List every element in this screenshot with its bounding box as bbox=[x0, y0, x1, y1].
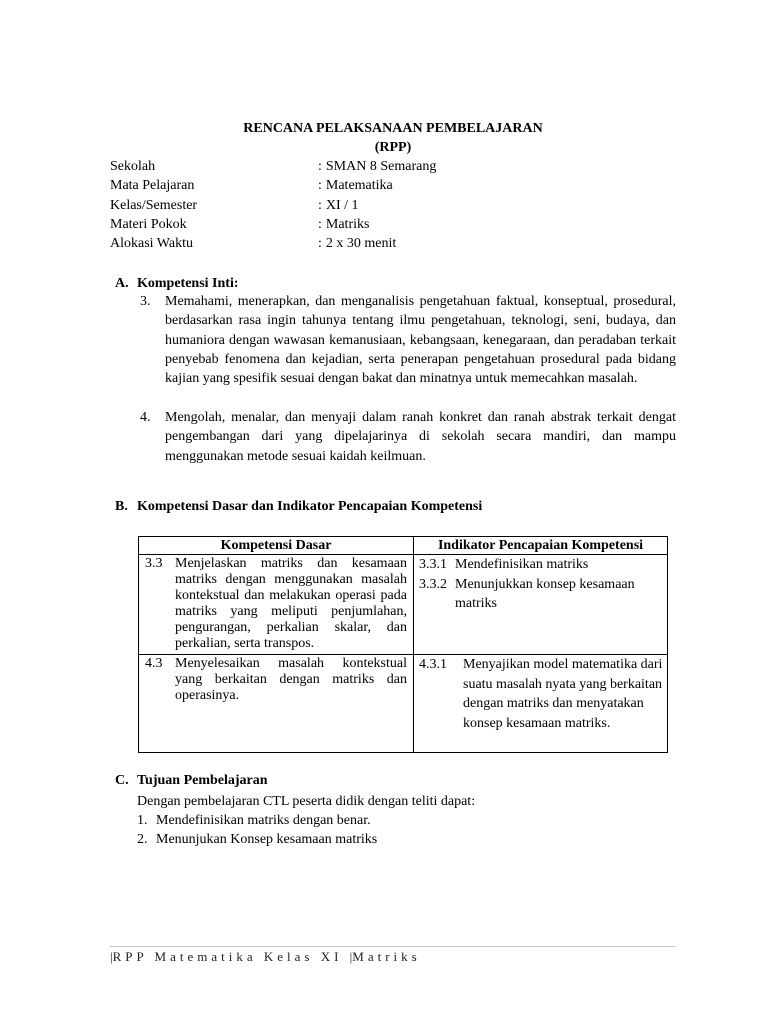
kd-cell bbox=[139, 655, 414, 753]
table-header-row bbox=[139, 537, 668, 555]
info-label: Kelas/Semester bbox=[110, 198, 198, 213]
indicator-item: 3.3.1 Mendefinisikan matriks bbox=[419, 557, 589, 572]
info-label: Sekolah bbox=[110, 159, 156, 174]
ki-item-number: 4. bbox=[140, 410, 151, 425]
competency-table bbox=[138, 536, 668, 753]
ki-item-text: Memahami, menerapkan, dan menganalisis pengetahuan faktual, konseptual, prosedural, berdasarkan rasa ingin tahunya tentang ilmu pengetahuan, teknologi, seni, budaya, dan humaniora dengan wawasan kemanusiaan, kebangsaan, kenegaraan, dan peradaban terkait penyebab fenomena dan kejadian, serta penerapan pengetahuan prosedural pada bidang kajian yang spesifik sesuai dengan bakat dan minatnya untuk memecahkan masalah. bbox=[165, 294, 676, 387]
section-c-heading: C. Tujuan Pembelajaran bbox=[115, 773, 268, 788]
table-header-kd: Kompetensi Dasar bbox=[139, 537, 414, 555]
info-value: : SMAN 8 Semarang bbox=[318, 159, 437, 174]
info-value: : XI / 1 bbox=[318, 198, 359, 213]
footer-divider bbox=[110, 946, 676, 947]
info-value: : Matriks bbox=[318, 217, 370, 232]
kd-text: Menjelaskan matriks dan kesamaan matriks dengan menggunakan masalah kontekstual dan melakukan operasi pada matriks yang meliputi penjumlahan, pengurangan, perkalian skalar, dan perkalian, serta transpos. bbox=[175, 556, 407, 651]
objective-item: 2. Menunjukan Konsep kesamaan matriks bbox=[137, 832, 378, 847]
indicator-cell bbox=[414, 655, 668, 753]
document-title: RENCANA PELAKSANAAN PEMBELAJARAN bbox=[243, 121, 543, 136]
ki-item-number: 3. bbox=[140, 294, 151, 309]
kd-number: 4.3 bbox=[145, 656, 163, 671]
table-row bbox=[139, 555, 668, 655]
footer-left-text: RPP Matematika Kelas XI bbox=[112, 949, 343, 964]
kd-number: 3.3 bbox=[145, 556, 163, 571]
kd-text: Menyelesaikan masalah kontekstual yang berkaitan dengan matriks dan operasinya. bbox=[175, 656, 407, 703]
objective-item: 1. Mendefinisikan matriks dengan benar. bbox=[137, 813, 371, 828]
section-a-heading: A. Kompetensi Inti: bbox=[115, 276, 239, 291]
info-row-time bbox=[110, 234, 676, 253]
info-label: Alokasi Waktu bbox=[110, 236, 193, 251]
info-label: Materi Pokok bbox=[110, 217, 187, 232]
info-value: : 2 x 30 menit bbox=[318, 236, 397, 251]
info-row-subject bbox=[110, 176, 676, 195]
indicator-item: 4.3.1 Menyajikan model matematika dari suatu masalah nyata yang berkaitan dengan matriks dan menyatakan konsep kesamaan matriks. bbox=[419, 657, 663, 731]
info-row-topic bbox=[110, 215, 676, 234]
footer-right-text: Matriks bbox=[352, 949, 421, 964]
table-header-indicator: Indikator Pencapaian Kompetensi bbox=[414, 537, 668, 555]
document-subtitle: (RPP) bbox=[374, 140, 412, 155]
indicator-cell bbox=[414, 555, 668, 655]
info-row-school bbox=[110, 157, 676, 176]
indicator-item: 3.3.2 Menunjukkan konsep kesamaan matriks bbox=[419, 576, 635, 611]
ki-item-text: Mengolah, menalar, dan menyaji dalam ranah konkret dan ranah abstrak terkait dengat pengembangan dari yang dipelajarinya di sekolah secara mandiri, dan mampu menggunakan metode sesuai kaidah keilmuan. bbox=[165, 410, 676, 464]
table-row bbox=[139, 655, 668, 753]
section-b-heading: B. Kompetensi Dasar dan Indikator Pencapaian Kompetensi bbox=[115, 499, 483, 514]
kd-cell bbox=[139, 555, 414, 655]
objectives-intro: Dengan pembelajaran CTL peserta didik dengan teliti dapat: bbox=[137, 794, 476, 809]
info-value: : Matematika bbox=[318, 178, 393, 193]
info-row-class-semester bbox=[110, 196, 676, 215]
page-footer: |RPP Matematika Kelas XI |Matriks bbox=[110, 949, 421, 964]
info-label: Mata Pelajaran bbox=[110, 178, 195, 193]
